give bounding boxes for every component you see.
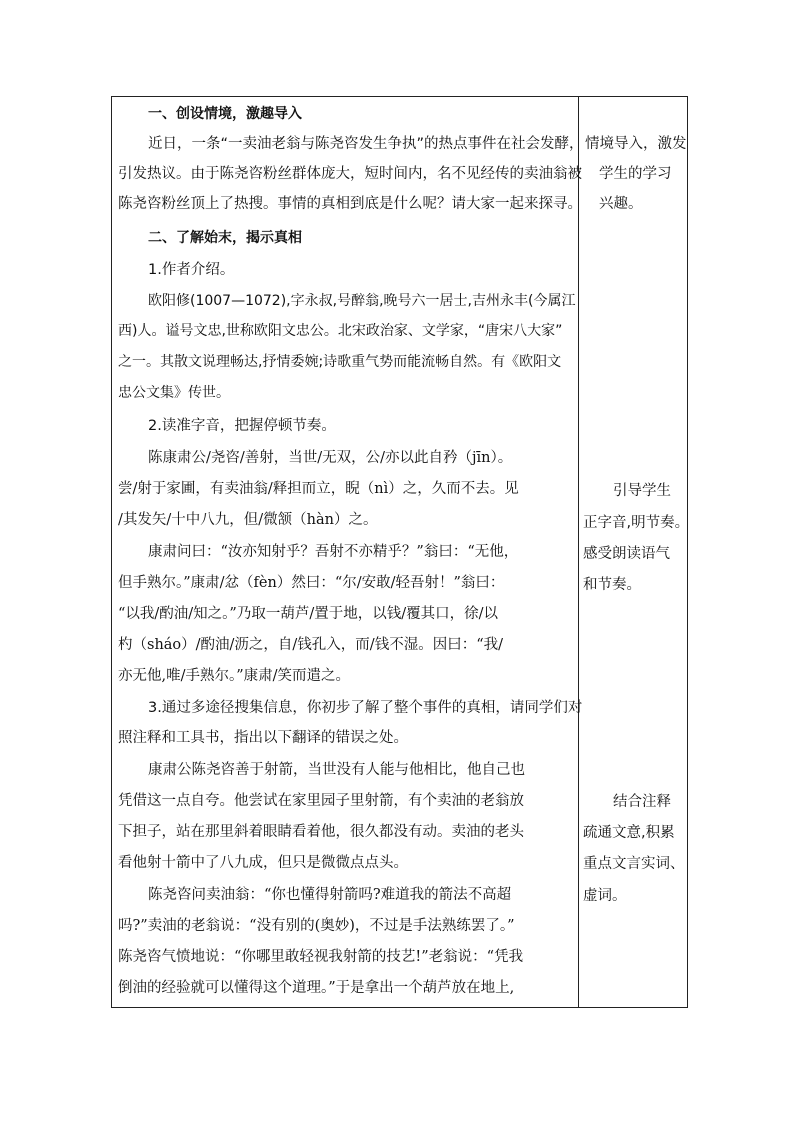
text-line: 康肃问曰：“汝亦知射乎？吾射不亦精乎？”翁曰：“无他，: [148, 544, 519, 560]
translation-line: 陈尧咨气愤地说：“你哪里敢轻视我射箭的技艺!”老翁说：“凭我: [118, 949, 524, 965]
intent-note-2: 正字音,明节奏。: [583, 515, 690, 531]
intent-note-3: 结合注释: [613, 794, 671, 810]
text-line: 亦无他,唯/手熟尔。”康肃/笑而遣之。: [118, 668, 351, 684]
text-line: 杓（sháo）/酌油/沥之，自/钱孔入，而/钱不湿。因曰：“我/: [118, 637, 503, 653]
section1-line: 近日，一条“一卖油老翁与陈尧咨发生争执”的热点事件在社会发酵，: [148, 136, 584, 152]
section1-title: 一、创设情境，激趣导入: [148, 106, 302, 122]
lesson-table: [111, 96, 688, 1008]
translation-line: 吗?”卖油的老翁说：“没有别的(奥妙)，不过是手法熟练罢了。”: [118, 918, 515, 934]
item2-heading: 2.读准字音，把握停顿节奏。: [148, 418, 336, 434]
section1-line: 引发热议。由于陈尧咨粉丝群体庞大，短时间内，名不见经传的卖油翁被: [118, 166, 582, 182]
intent-note-1: 学生的学习: [599, 166, 672, 182]
intent-note-2: 引导学生: [613, 483, 671, 499]
translation-line: 下担子，站在那里斜着眼睛看着他，很久都没有动。卖油的老头: [118, 824, 524, 840]
text-line: 陈康肃公/尧咨/善射，当世/无双，公/亦以此自矜（jīn）。: [148, 450, 513, 466]
translation-line: 看他射十箭中了八九成，但只是微微点点头。: [118, 855, 408, 871]
intent-note-1: 情境导入，激发: [585, 136, 687, 152]
translation-line: 康肃公陈尧咨善于射箭，当世没有人能与他相比，他自己也: [148, 762, 525, 778]
design-intent-column: [579, 97, 689, 1007]
intent-note-3: 疏通文意,积累: [583, 825, 675, 841]
author-line: 欧阳修(1007—1072),字永叔,号醉翁,晚号六一居士,吉州永丰(今属江: [148, 293, 576, 309]
text-line: “以我/酌油/知之。”乃取一葫芦/置于地，以钱/覆其口，徐/以: [118, 606, 498, 622]
intent-note-3: 虚词。: [583, 888, 627, 904]
item3-heading: 照注释和工具书，指出以下翻译的错误之处。: [118, 730, 408, 746]
author-line: 忠公文集》传世。: [118, 385, 230, 401]
section2-title: 二、了解始末，揭示真相: [148, 230, 302, 246]
translation-line: 陈尧咨问卖油翁：“你也懂得射箭吗?难道我的箭法不高超: [148, 887, 512, 903]
intent-note-2: 和节奏。: [583, 577, 641, 593]
intent-note-3: 重点文言实词、: [583, 856, 685, 872]
intent-note-1: 兴趣。: [599, 196, 643, 212]
item1-heading: 1.作者介绍。: [148, 262, 235, 278]
author-line: 西)人。谥号文忠,世称欧阳文忠公。北宋政治家、文学家，“唐宋八大家”: [118, 323, 563, 339]
text-line: /其发矢/十中八九，但/微颔（hàn）之。: [118, 512, 378, 528]
text-line: 尝/射于家圃，有卖油翁/释担而立，睨（nì）之，久而不去。见: [118, 481, 519, 497]
translation-line: 凭借这一点自夸。他尝试在家里园子里射箭，有个卖油的老翁放: [118, 793, 524, 809]
item3-heading: 3.通过多途径搜集信息，你初步了解了整个事件的真相，请同学们对: [148, 700, 583, 716]
translation-line: 倒油的经验就可以懂得这个道理。”于是拿出一个葫芦放在地上,: [118, 980, 515, 996]
section1-line: 陈尧咨粉丝顶上了热搜。事情的真相到底是什么呢？请大家一起来探寻。: [118, 196, 582, 212]
author-line: 之一。其散文说理畅达,抒情委婉;诗歌重气势而能流畅自然。有《欧阳文: [118, 354, 562, 370]
intent-note-2: 感受朗读语气: [583, 546, 670, 562]
text-line: 但手熟尔。”康肃/忿（fèn）然曰：“尔/安敢/轻吾射！”翁曰：: [118, 575, 505, 591]
